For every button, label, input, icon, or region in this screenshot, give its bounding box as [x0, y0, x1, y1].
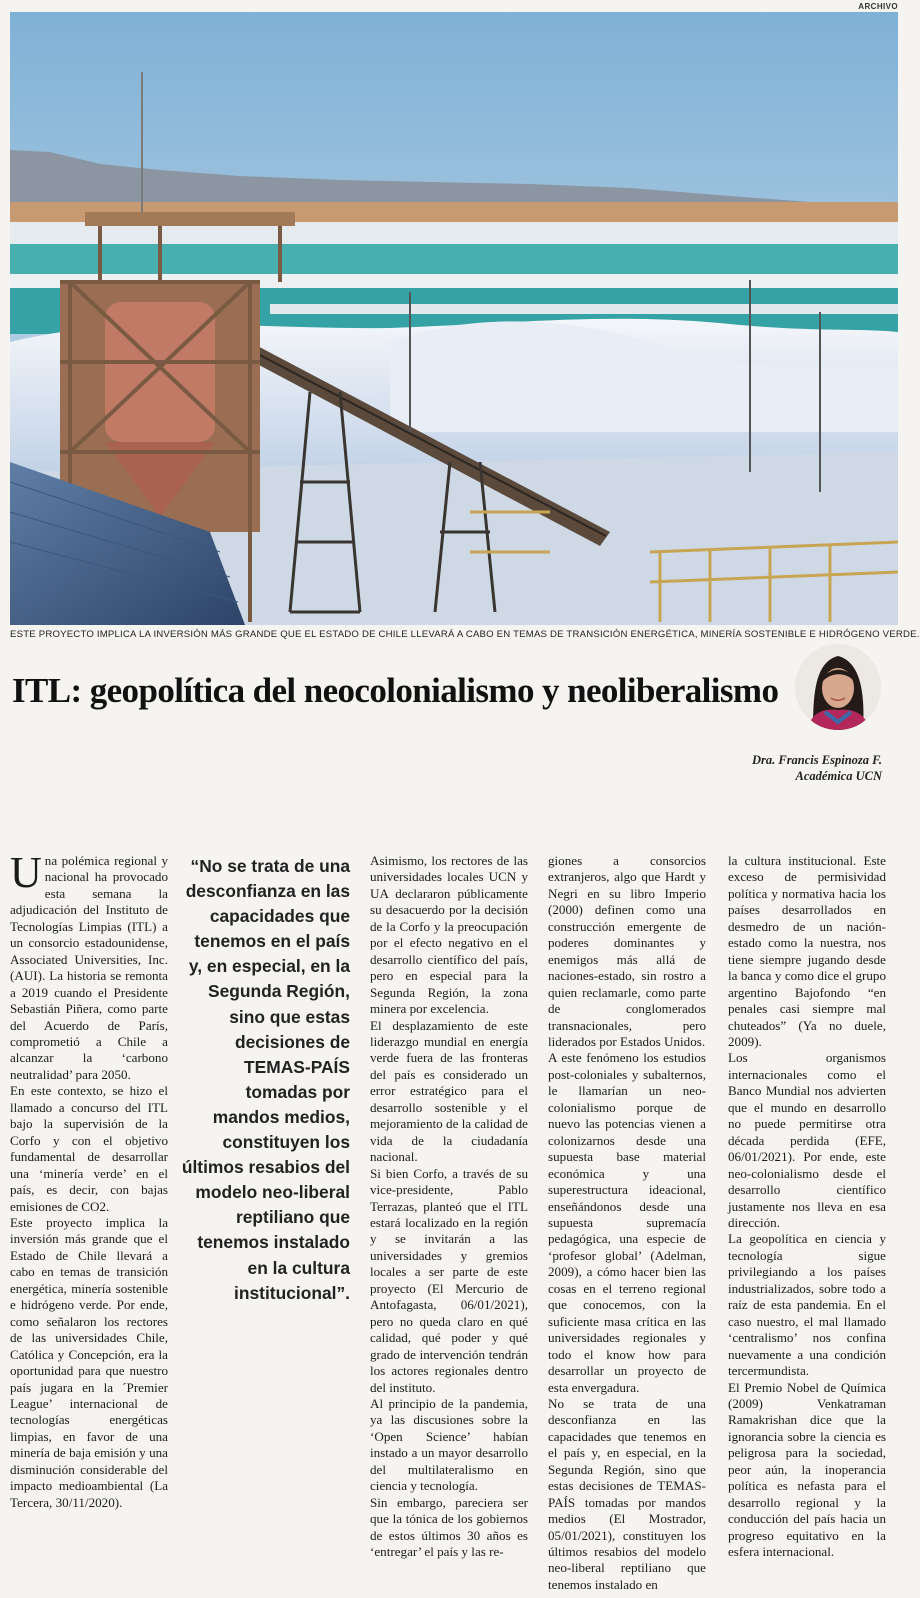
paragraph: En este contexto, se hizo el llamado a concurso del ITL bajo la supervisión de la Corfo y con el objetivo fundamental de desarrollar una ‘minería verde’ en el país, es decir, con bajas emisiones de CO2.: [10, 1083, 168, 1214]
paragraph: El Premio Nobel de Química (2009) Venkatraman Ramakrishan dice que la ignorancia sobre la ciencia es peligrosa para la sociedad, peor aún, la inoperancia política es nefasta para el desarrollo regional y la conducción del país hacia un progreso equitativo en la esfera internacional.: [728, 1379, 886, 1560]
author-name: Dra. Francis Espinoza F.: [751, 753, 882, 767]
paragraph: No se trata de una desconfianza en las capacidades que tenemos en el país y, en especial, en la Segunda Región, sino que estas decisiones de TEMAS-PAÍS tomadas por mandos medios (El Mostrador, 05/01/2021), constituyen los últimos resabios del modelo neo-liberal reptiliano que tenemos instalado en: [548, 1395, 706, 1592]
article-headline: ITL: geopolítica del neocolonialismo y neoliberalismo: [12, 671, 779, 710]
pull-quote: “No se trata de una desconfianza en las capacidades que tenemos en el país y, en especial, en la Segunda Región, sino que estas decisiones de TEMAS-PAÍS tomadas por mandos medios, constituyen los últimos resabios del modelo neo-liberal reptiliano que tenemos instalado en la cultura institucional”.: [181, 856, 350, 1303]
paragraph: El desplazamiento de este liderazgo mundial en energía verde fuera de las fronteras del país es considerado un error estratégico para el desarrollo sostenible y el mejoramiento de la calidad de vida de la ciudadanía nacional.: [370, 1017, 528, 1165]
paragraph: Al principio de la pandemia, ya las discusiones sobre la ‘Open Science’ habían instado a un mayor desarrollo del multilateralismo en ciencia y tecnología.: [370, 1395, 528, 1494]
paragraph: Los organismos internacionales como el Banco Mundial nos advierten que el mundo en desarrollo no puede permitirse otra década perdida (EFE, 06/01/2021). Por ende, este neo-colonialismo desde el desarrollo científico justamente nos lleva en esa dirección.: [728, 1050, 886, 1230]
lithium-plant-photo: [10, 12, 898, 625]
drop-cap: U: [10, 848, 42, 897]
photo-caption: ESTE PROYECTO IMPLICA LA INVERSIÓN MÁS GRANDE QUE EL ESTADO DE CHILE LLEVARÁ A CABO EN TEMAS DE TRANSICIÓN ENERGÉTICA, MINERÍA SOSTENIBLE E HIDRÓGENO VERDE.: [10, 629, 920, 640]
paragraph: [10, 848, 168, 1083]
author-byline: [752, 752, 882, 784]
paragraph: Este proyecto implica la inversión más grande que el Estado de Chile llevará a cabo en temas de transición energética, minería sostenible e hidrógeno verde. Por ende, como señalaron los rectores de las universidades Chile, Católica y Concepción, era la oportunidad para que nuestro país jugara en la ´Premier League’ internacional de tecnologías energéticas limpias, en favor de una minería de baja emisión y una disminución considerable del impacto medioambiental (La Tercera, 30/11/2020).: [10, 1214, 168, 1510]
article-column-5: [728, 853, 886, 1560]
lithium-plant-illustration: [10, 12, 898, 625]
article-column-3: [370, 853, 528, 1560]
paragraph: Asimismo, los rectores de las universidades locales UCN y UA declararon públicamente su desacuerdo por la decisión de la Corfo y la preocupación por el efecto negativo en el desarrollo científico del país, pero en especial para la Segunda Región, la zona minera por excelencia.: [370, 853, 528, 1017]
paragraph: La geopolítica en ciencia y tecnología sigue privilegiando a los países industrializados, sobre todo a raíz de esta pandemia. En el caso nuestro, el mal llamado ‘centralismo’ nos confina nuevamente a una condición tercermundista.: [728, 1231, 886, 1379]
paragraph-text: na polémica regional y nacional ha provocado esta semana la adjudicación del Instituto de Tecnologías Limpias (ITL) a un consorcio estadounidense, Associated Universities, Inc. (AUI). La historia se remonta a 2019 cuando el Presidente Sebastián Piñera, como parte del Acuerdo de París, comprometió a Chile a alcanzar la ‘carbono neutralidad’ para 2050.: [10, 853, 168, 1082]
author-affiliation: Académica UCN: [795, 769, 882, 783]
paragraph: Sin embargo, pareciera ser que la tónica de los gobiernos de estos últimos 30 años es ‘entregar’ el país y las re-: [370, 1494, 528, 1560]
author-avatar: [795, 644, 881, 730]
author-portrait-illustration: [795, 644, 881, 730]
paragraph: A este fenómeno los estudios post-coloniales y subalternos, le llamarían un neo-colonialismo porque de nuevo las potencias vienen a colonizarnos desde una supuesta base material económica y una superestructura ideacional, enseñándonos desde una supuesta supremacía pedagógica, una especie de ‘profesor global’ (Adelman, 2009), a cómo hacer bien las cosas en el terreno regional que conocemos, con la suficiente masa crítica en las universidades regionales y todo el know how para desarrollar un proyecto de esta envergadura.: [548, 1050, 706, 1395]
paragraph: la cultura institucional. Este exceso de permisividad política y normativa hacia los países desarrollados en desmedro de un nación-estado como la nuestra, nos tiene siempre jugando desde la banca y como dice el grupo argentino Bajofondo “en penales casi siempre mal chuteados” (Ya no duele, 2009).: [728, 853, 886, 1049]
photo-credit: ARCHIVO: [858, 2, 898, 11]
paragraph: giones a consorcios extranjeros, algo que Hardt y Negri en su libro Imperio (2000) definen como una construcción emergente de poderes dominantes y enemigos más allá de naciones-estado, sin rostro a quien reclamarle, como parte de conglomerados transnacionales, pero liderados por Estados Unidos.: [548, 853, 706, 1049]
article-column-1: [10, 848, 168, 1511]
paragraph: Si bien Corfo, a través de su vice-presidente, Pablo Terrazas, planteó que el ITL estará localizado en la región y se invitarán a las universidades y gremios locales a ser parte de este proyecto (El Mercurio de Antofagasta, 06/01/2021), pero no queda claro en qué calidad, qué poder y qué grado de intervención tendrán los actores regionales dentro del instituto.: [370, 1165, 528, 1395]
article-column-4: [548, 853, 706, 1593]
